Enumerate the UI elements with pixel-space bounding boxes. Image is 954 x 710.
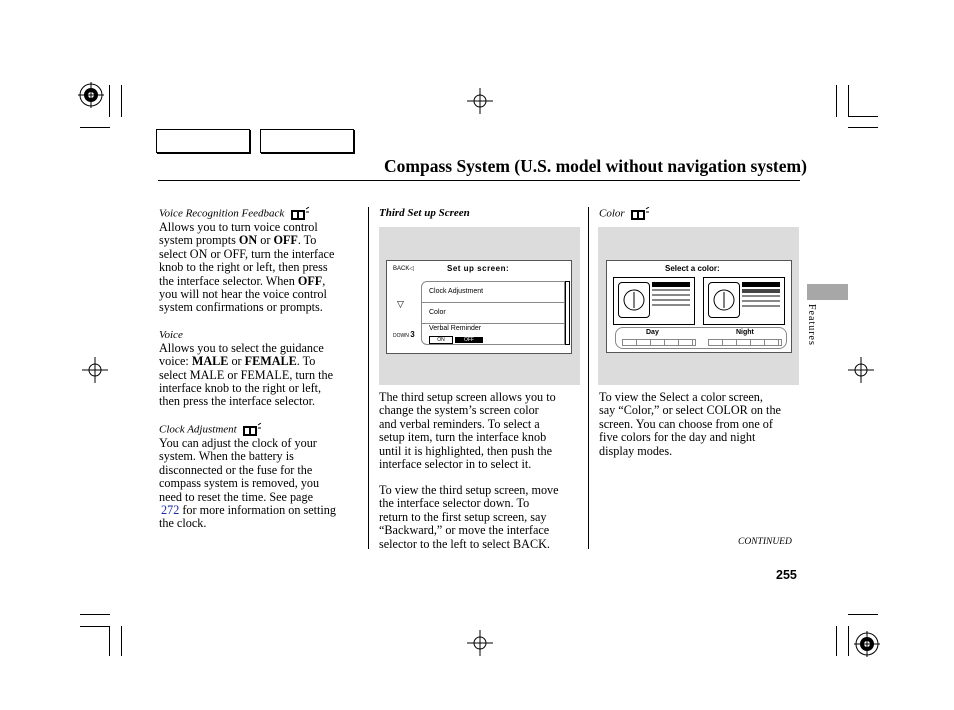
color-screen	[606, 260, 792, 353]
day-preview[interactable]	[613, 277, 695, 325]
voice-command-icon	[630, 207, 650, 221]
voice-feedback-text: Allows you to turn voice control system prompts ON or OFF. To select ON or OFF, turn the interface knob to the right or left, then press the interface selector. When OFF, you will not hear the voice control system confirmations or prompts.	[159, 220, 335, 315]
setup-screen	[386, 260, 572, 354]
menu-item-verbal-reminder[interactable]: Verbal Reminder ON OFF	[429, 325, 482, 343]
setup-scrollbar[interactable]	[565, 281, 570, 345]
side-tab-label: Features	[806, 304, 817, 346]
color-swatches-night[interactable]	[708, 339, 782, 346]
menu-item-clock-adjustment[interactable]: Clock Adjustment	[422, 282, 564, 303]
crosshair-bottom-center	[467, 630, 493, 656]
night-label: Night	[736, 329, 754, 336]
title-rule	[158, 180, 800, 181]
voice-command-icon	[242, 423, 262, 437]
nav-box-1[interactable]	[156, 129, 250, 153]
registration-mark-bottom-right	[854, 631, 880, 657]
day-label: Day	[646, 329, 659, 336]
color-screen-title: Select a color:	[665, 264, 720, 273]
column-1	[159, 207, 364, 531]
page-number: 255	[776, 568, 797, 582]
compass-icon	[619, 283, 649, 317]
page-title: Compass System (U.S. model without navigation system)	[384, 156, 807, 176]
setup-menu	[421, 281, 565, 345]
menu-item-color[interactable]: Color	[422, 303, 564, 324]
side-tab	[807, 284, 848, 300]
voice-heading: Voice	[159, 328, 183, 341]
crosshair-right	[848, 357, 874, 383]
page-link-272[interactable]: 272	[161, 502, 180, 517]
day-night-bar	[615, 327, 787, 349]
nav-box-2[interactable]	[260, 129, 354, 153]
setup-screen-title: Set up screen:	[447, 264, 510, 273]
third-setup-text-1: The third setup screen allows you to change the system’s screen color and verbal reminders. To select a setup item, turn the interface knob until it is highlighted, then push the interface selector in to select it.	[379, 390, 556, 472]
crosshair-left	[82, 357, 108, 383]
continued-label: CONTINUED	[738, 537, 792, 547]
night-preview[interactable]	[703, 277, 785, 325]
registration-mark-top-left	[78, 82, 104, 108]
down-label: DOWN 3	[393, 330, 415, 339]
color-text: To view the Select a color screen, say “Color,” or select COLOR on the screen. You can choose from one of five colors for the day and night display modes.	[599, 390, 781, 458]
pointer-icon: ▽	[397, 299, 404, 309]
clock-adjustment-text: You can adjust the clock of your system. When the battery is disconnected or the fuse for the compass system is removed, you need to reset the time. See page 272 for more information on setting the clock.	[159, 435, 336, 531]
reminder-off-toggle[interactable]: OFF	[455, 337, 483, 343]
voice-text: Allows you to select the guidance voice: MALE or FEMALE. To select MALE or FEMALE, turn the interface knob to the right or left, then press the interface selector.	[159, 340, 333, 409]
clock-adjustment-heading: Clock Adjustment	[159, 423, 364, 437]
third-setup-heading: Third Set up Screen	[379, 207, 470, 219]
voice-feedback-heading: Voice Recognition Feedback	[159, 207, 364, 221]
voice-command-icon	[290, 207, 310, 221]
column-divider-1	[368, 207, 369, 549]
reminder-on-toggle[interactable]: ON	[429, 336, 453, 344]
third-setup-text-2: To view the third setup screen, move the interface selector down. To return to the first setup screen, say “Backward,” or move the interface selector to the left to select BACK.	[379, 483, 559, 551]
column-divider-2	[588, 207, 589, 549]
back-button[interactable]: BACK◁	[393, 266, 414, 272]
color-swatches-day[interactable]	[622, 339, 696, 346]
color-heading: Color	[599, 207, 650, 221]
crosshair-top-center	[467, 88, 493, 114]
compass-icon	[709, 283, 739, 317]
